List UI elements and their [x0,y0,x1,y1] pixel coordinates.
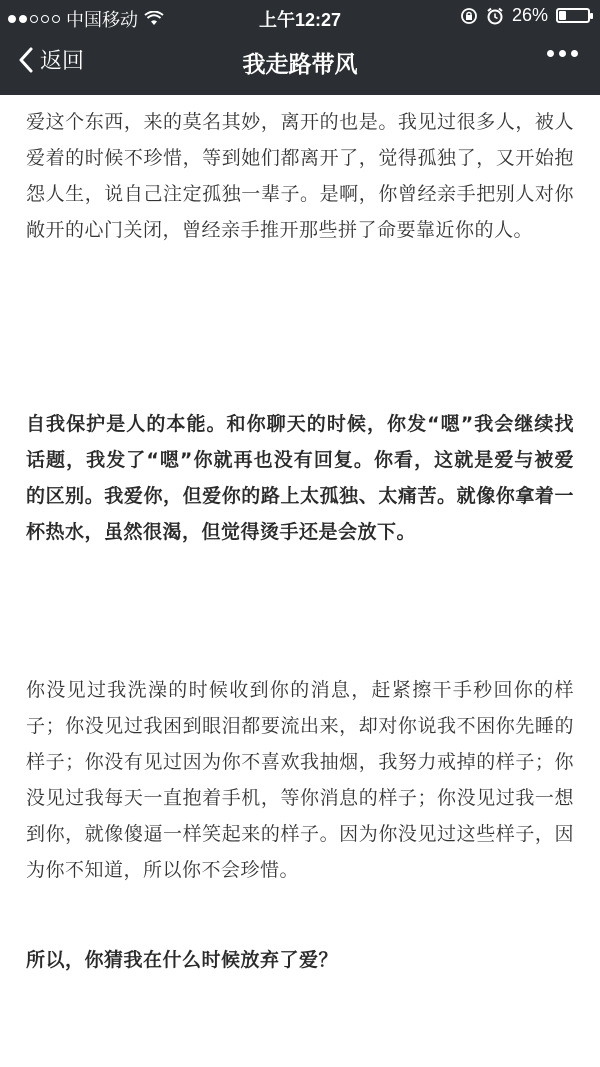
nav-bar [0,30,600,95]
rotation-lock-icon [460,7,478,25]
battery-icon [556,8,590,23]
status-time: 上午12:27 [258,10,342,30]
status-bar [0,0,600,30]
article-paragraph-1: 爱这个东西，来的莫名其妙，离开的也是。我见过很多人，被人爱着的时候不珍惜，等到她们都离开了，觉得孤独了，又开始抱怨人生，说自己注定孤独一辈子。是啊，你曾经亲手把别人对你敞开的心门关闭，曾经亲手推开那些拼了命要靠近你的人。 [26,111,574,241]
article-paragraph-2: 自我保护是人的本能。和你聊天的时候，你发“嗯”我会继续找话题，我发了“嗯”你就再也没有回复。你看，这就是爱与被爱的区别。我爱你，但爱你的路上太孤独、太痛苦。就像你拿着一杯热水，虽然很渴，但觉得烫手还是会放下。 [26,413,574,543]
article-paragraph-3: 你没见过我洗澡的时候收到你的消息，赶紧擦干手秒回你的样子；你没见过我困到眼泪都要流出来，却对你说我不困你先睡的样子；你没有见过因为你不喜欢我抽烟，我努力戒掉的样子；你没见过我每天一直抱着手机，等你消息的样子；你没见过我一想到你，就像傻逼一样笑起来的样子。因为你没见过这些样子，因为你不知道，所以你不会珍惜。 [26,679,574,881]
back-label: 返回 [40,49,85,74]
article-paragraph-4: 所以，你猜我在什么时候放弃了爱？ [26,949,339,971]
carrier-label: 中国移动 [66,10,138,30]
page-title: 我走路带风 [242,52,358,78]
status-right [460,5,590,26]
alarm-icon [486,7,504,25]
battery-level-fill [559,11,566,20]
more-icon[interactable] [547,50,578,57]
battery-percent: 26% [511,5,548,25]
